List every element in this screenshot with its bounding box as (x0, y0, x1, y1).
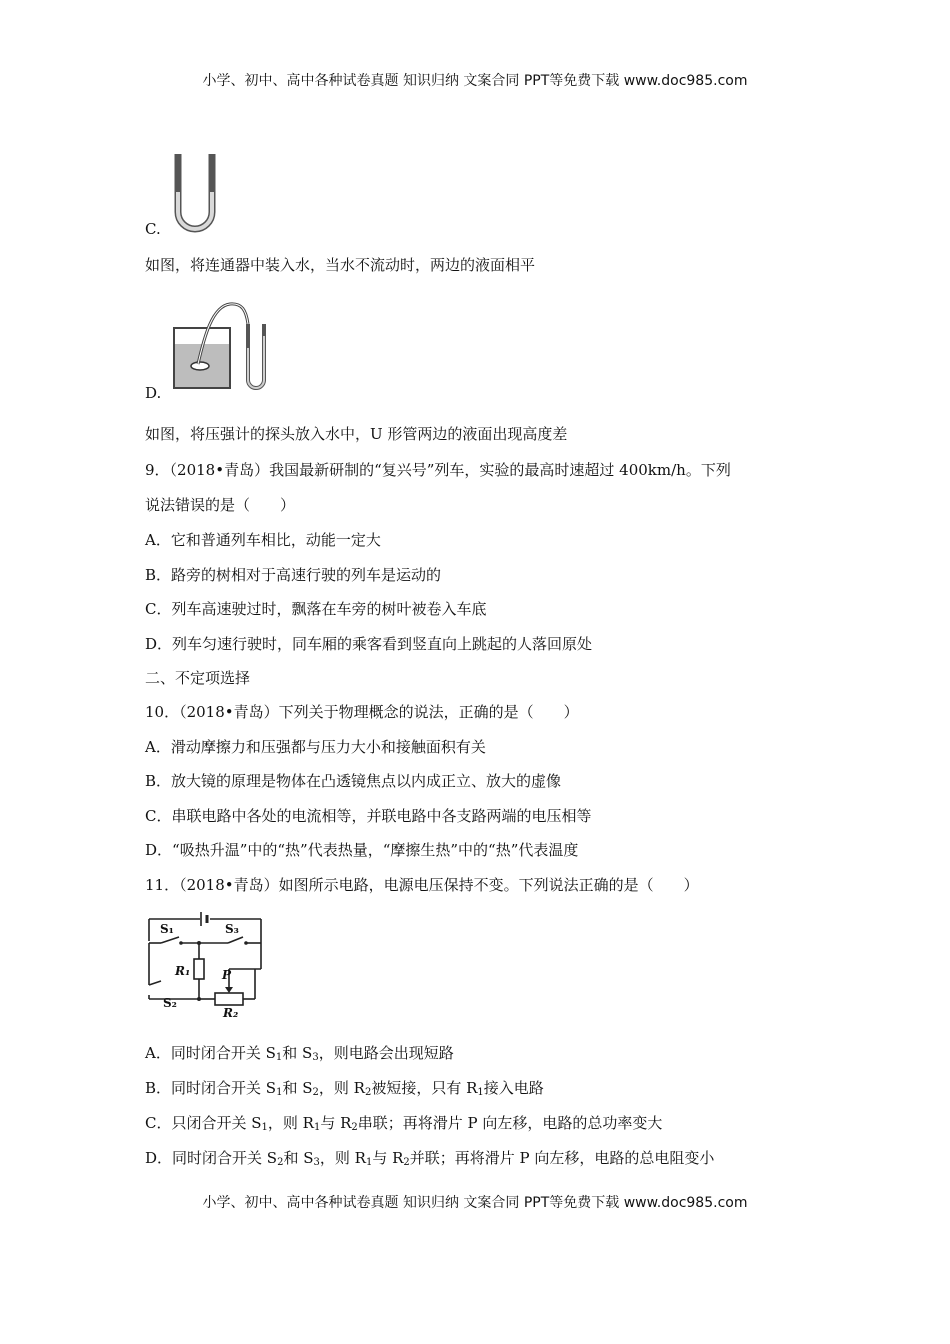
circuit-label-r1: R₁ (175, 964, 191, 978)
q9-stem-line1: 9．（2018•青岛）我国最新研制的“复兴号”列车，实验的最高时速超过 400km/h。下列 (145, 461, 731, 479)
q11-option-c: C．只闭合开关 $S_1$，则 $R_1$与 $R_2$串联；再将滑片 P 向左移，电路的总功率变大 (145, 1114, 663, 1133)
q10-option-d: D．“吸热升温”中的“热”代表热量，“摩擦生热”中的“热”代表温度 (145, 841, 579, 859)
circuit-label-r2: R₂ (223, 1006, 239, 1017)
q10-option-a: A．滑动摩擦力和压强都与压力大小和接触面积有关 (145, 738, 486, 756)
circuit-label-s3: S₃ (225, 922, 239, 936)
option-c-label: C. (145, 220, 161, 238)
q9-option-c: C．列车高速驶过时，飘落在车旁的树叶被卷入车底 (145, 600, 487, 618)
q11-option-d: D．同时闭合开关 $S_2$和 $S_3$，则 $R_1$与 $R_2$并联；再将滑片 P 向左移，电路的总电阻变小 (145, 1149, 715, 1168)
q11-option-b: B．同时闭合开关 $S_1$和 $S_2$，则 $R_2$被短接，只有 $R_1$接入电路 (145, 1079, 544, 1098)
q9-option-b: B．路旁的树相对于高速行驶的列车是运动的 (145, 566, 442, 584)
q9-option-d: D．列车匀速行驶时，同车厢的乘客看到竖直向上跳起的人落回原处 (145, 635, 593, 653)
circuit-diagram (143, 907, 268, 1017)
section-title: 二、不定项选择 (145, 669, 251, 687)
q10-option-c: C．串联电路中各处的电流相等，并联电路中各支路两端的电压相等 (145, 807, 592, 825)
q9-option-a: A．它和普通列车相比，动能一定大 (145, 531, 381, 549)
q10-stem: 10．（2018•青岛）下列关于物理概念的说法，正确的是（ ） (145, 703, 579, 721)
q11-stem: 11．（2018•青岛）如图所示电路，电源电压保持不变。下列说法正确的是（ ） (145, 876, 699, 894)
circuit-label-s2: S₂ (163, 996, 177, 1010)
option-d-text: 如图，将压强计的探头放入水中，U 形管两边的液面出现高度差 (145, 425, 568, 443)
page-footer: 小学、初中、高中各种试卷真题 知识归纳 文案合同 PPT等免费下载 www.doc985.com (202, 1195, 748, 1211)
u-tube-figure (170, 152, 220, 234)
option-d-label: D. (145, 384, 162, 402)
q10-option-b: B．放大镜的原理是物体在凸透镜焦点以内成正立、放大的虚像 (145, 772, 562, 790)
pressure-gauge-figure (170, 298, 282, 394)
circuit-label-p: P (222, 968, 232, 982)
q11-option-a: A．同时闭合开关 $S_1$和 $S_3$，则电路会出现短路 (145, 1044, 454, 1063)
page-header: 小学、初中、高中各种试卷真题 知识归纳 文案合同 PPT等免费下载 www.doc985.com (202, 73, 748, 89)
circuit-label-s1: S₁ (160, 922, 174, 936)
option-c-text: 如图，将连通器中装入水，当水不流动时，两边的液面相平 (145, 256, 536, 274)
q9-stem-line2: 说法错误的是（ ） (145, 496, 296, 514)
